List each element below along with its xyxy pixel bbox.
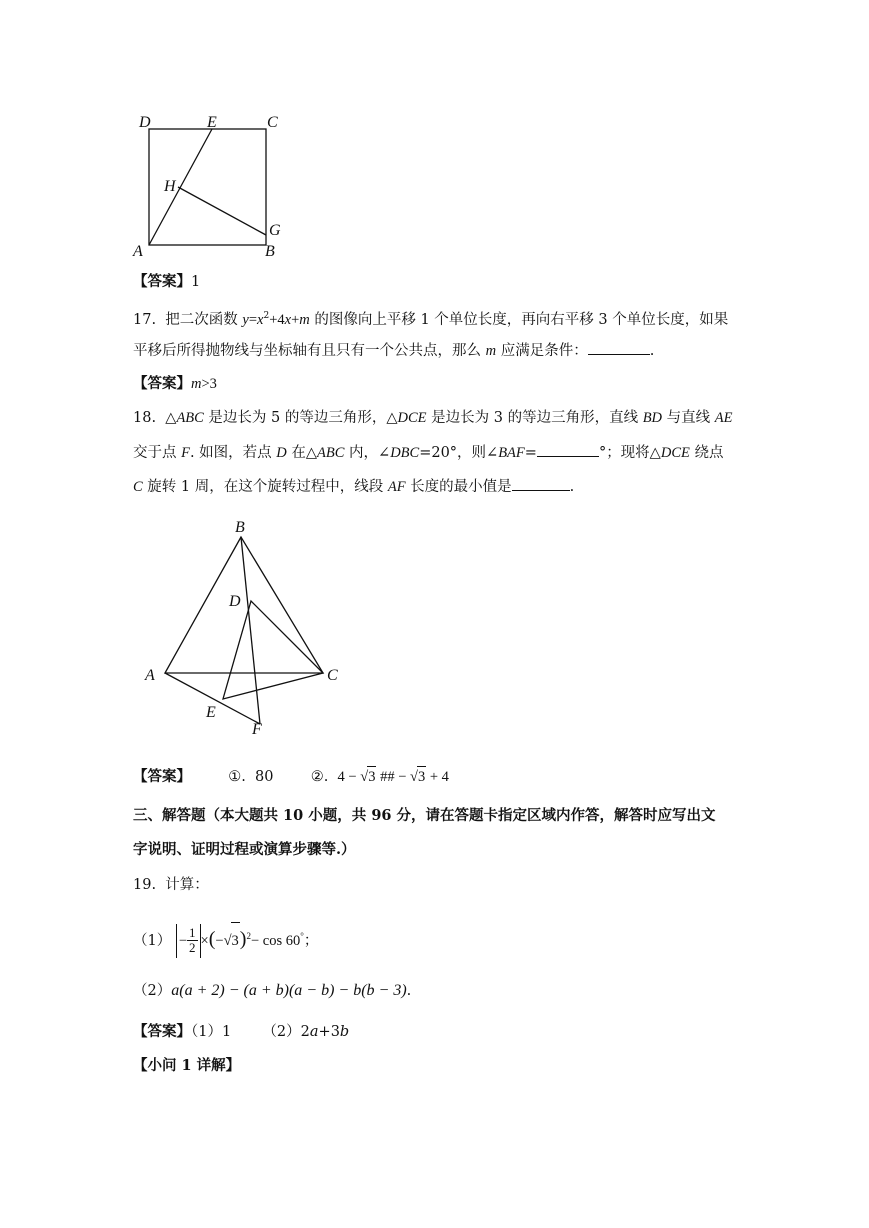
equals: = (524, 445, 537, 461)
f: F (181, 445, 190, 461)
triangle-symbol: △ (165, 410, 177, 426)
triangle-figure (138, 512, 358, 742)
text: . 如图，若点 (189, 445, 277, 461)
plus: + (291, 311, 300, 328)
var-b: b (339, 1024, 350, 1040)
q16-answer (133, 272, 200, 292)
label-C: C (267, 114, 278, 131)
equals: = (248, 311, 258, 328)
dce: DCE (660, 445, 690, 461)
q18-line-1 (133, 408, 732, 428)
semicolon: ； (303, 932, 319, 949)
af: AF (387, 479, 406, 495)
part-marker: （1） (133, 932, 172, 949)
label-B: B (265, 243, 275, 260)
label-H: H (164, 178, 176, 195)
part-marker: （2） (133, 983, 172, 999)
paren-right: ) (239, 927, 247, 950)
q17-line2-a: 平移后所得抛物线与坐标轴有且只有一个公共点，那么 (133, 343, 486, 359)
baf: BAF (498, 445, 525, 461)
label-C: C (327, 667, 338, 684)
text: 是边长为 5 的等边三角形，△ (203, 410, 398, 426)
q17-line-2 (133, 340, 654, 361)
answer-2-part: + 4 (426, 769, 449, 785)
answer-part-1: （1）1 (191, 1024, 232, 1040)
answer-2-part: − (398, 769, 411, 785)
expression: a(a + 2) − (a + b)(a − b) − b(b − 3) (171, 982, 407, 999)
label-F: F (252, 721, 262, 738)
answer-part: +3 (318, 1024, 340, 1040)
answer-2-part: 4 − (337, 769, 361, 785)
q18-answer: 【答案】 ①. 80 ②. 4 − √3 ## − √3 + 4 (133, 768, 449, 785)
section-heading-line-1: 三、解答题（本大题共 10 小题，共 96 分，请在答题卡指定区域内作答，解答时应写出文 (133, 807, 716, 824)
period: . (569, 479, 575, 495)
q17-line2-b: 应满足条件： (496, 343, 588, 359)
text: 交于点 (133, 445, 182, 461)
text: 长度的最小值是 (405, 479, 512, 495)
q17-line-1 (133, 306, 728, 330)
answer-label: 【答案】 (133, 768, 191, 785)
q18-line-3 (133, 476, 574, 497)
separator: ## (376, 769, 399, 785)
period: . (649, 343, 655, 359)
label-A: A (133, 243, 143, 260)
abc: ABC (317, 445, 345, 461)
cos-term: − cos 60 (250, 932, 301, 949)
var-m: m (485, 343, 497, 359)
bd: BD (642, 410, 663, 426)
label-D: D (139, 114, 151, 131)
q19-title (133, 875, 209, 895)
question-number: 17. (133, 311, 157, 328)
var-x2: x (284, 311, 292, 328)
ae: AE (714, 410, 733, 426)
q17-answer (133, 374, 217, 394)
var-m: m (191, 376, 202, 392)
text: 是边长为 3 的等边三角形，直线 (426, 410, 643, 426)
text: 绕点 (689, 445, 724, 461)
c: C (133, 479, 143, 495)
answer-label: 【答案】 (133, 375, 191, 392)
sqrt-radicand: 3 (367, 766, 376, 787)
text: 在△ (286, 445, 318, 461)
paren-left: ( (208, 927, 216, 950)
q19-part-1: （1） − $\frac{1}{2}$ $\times(-√3)^2- \cos 60^\circ$； (133, 918, 318, 954)
answer-1-marker: ①. (228, 769, 246, 785)
fraction-numerator: 1 (189, 925, 196, 941)
sqrt-radicand: 3 (231, 922, 240, 959)
label-E: E (206, 704, 216, 721)
q17-text-a: 把二次函数 (165, 311, 243, 328)
answer-blank-2[interactable] (512, 476, 570, 491)
answer-label: 【答案】 (133, 1023, 191, 1040)
minus: − (178, 932, 188, 949)
fraction-denominator: 2 (189, 940, 196, 956)
var-m: m (299, 311, 310, 328)
text: °；现将△ (598, 445, 661, 461)
var-a: a (309, 1024, 319, 1040)
var-y: y (242, 311, 249, 328)
answer-1-value: 80 (255, 769, 274, 785)
question-title: 计算： (165, 877, 209, 893)
label-A: A (145, 667, 155, 684)
q19-answer (133, 1022, 349, 1042)
label-D: D (229, 593, 241, 610)
times: × (200, 932, 209, 949)
dbc: DBC (390, 445, 420, 461)
abc: ABC (176, 410, 204, 426)
text: 旋转 1 周，在这个旋转过程中，线段 (142, 479, 388, 495)
question-number: 18. (133, 410, 157, 426)
answer-part-2-marker: （2） (262, 1024, 301, 1040)
var-x: x (257, 311, 264, 328)
d: D (276, 445, 287, 461)
label-B: B (235, 519, 245, 536)
sqrt-radicand: 3 (417, 766, 426, 787)
square-figure (128, 108, 298, 263)
degree: ° (300, 931, 304, 941)
q18-line-2 (133, 442, 723, 463)
text: =20°，则∠ (419, 445, 499, 461)
text: 与直线 (662, 410, 715, 426)
answer-blank[interactable] (588, 340, 650, 355)
q19-part-2 (133, 981, 411, 1001)
section-heading-line-2: 字说明、证明过程或演算步骤等.） (133, 841, 356, 858)
dce: DCE (397, 410, 427, 426)
answer-2-marker: ②. (310, 769, 329, 785)
q17-text-b: 的图像向上平移 1 个单位长度，再向右平移 3 个单位长度，如果 (309, 311, 729, 328)
text: 内，∠ (344, 445, 391, 461)
label-E: E (207, 114, 217, 131)
answer-label: 【答案】 (133, 273, 191, 290)
label-G: G (269, 222, 281, 239)
answer-value: 1 (191, 274, 201, 290)
question-number: 19. (133, 877, 157, 893)
answer-value: >3 (201, 376, 217, 392)
answer-part: 2 (300, 1024, 310, 1040)
period: . (406, 983, 412, 999)
term: +4 (269, 311, 285, 328)
exponent: 2 (263, 311, 270, 321)
exponent: 2 (246, 931, 251, 941)
minus: − (215, 932, 224, 949)
detail-heading: 【小问 1 详解】 (133, 1057, 241, 1074)
answer-blank-1[interactable] (537, 442, 599, 457)
